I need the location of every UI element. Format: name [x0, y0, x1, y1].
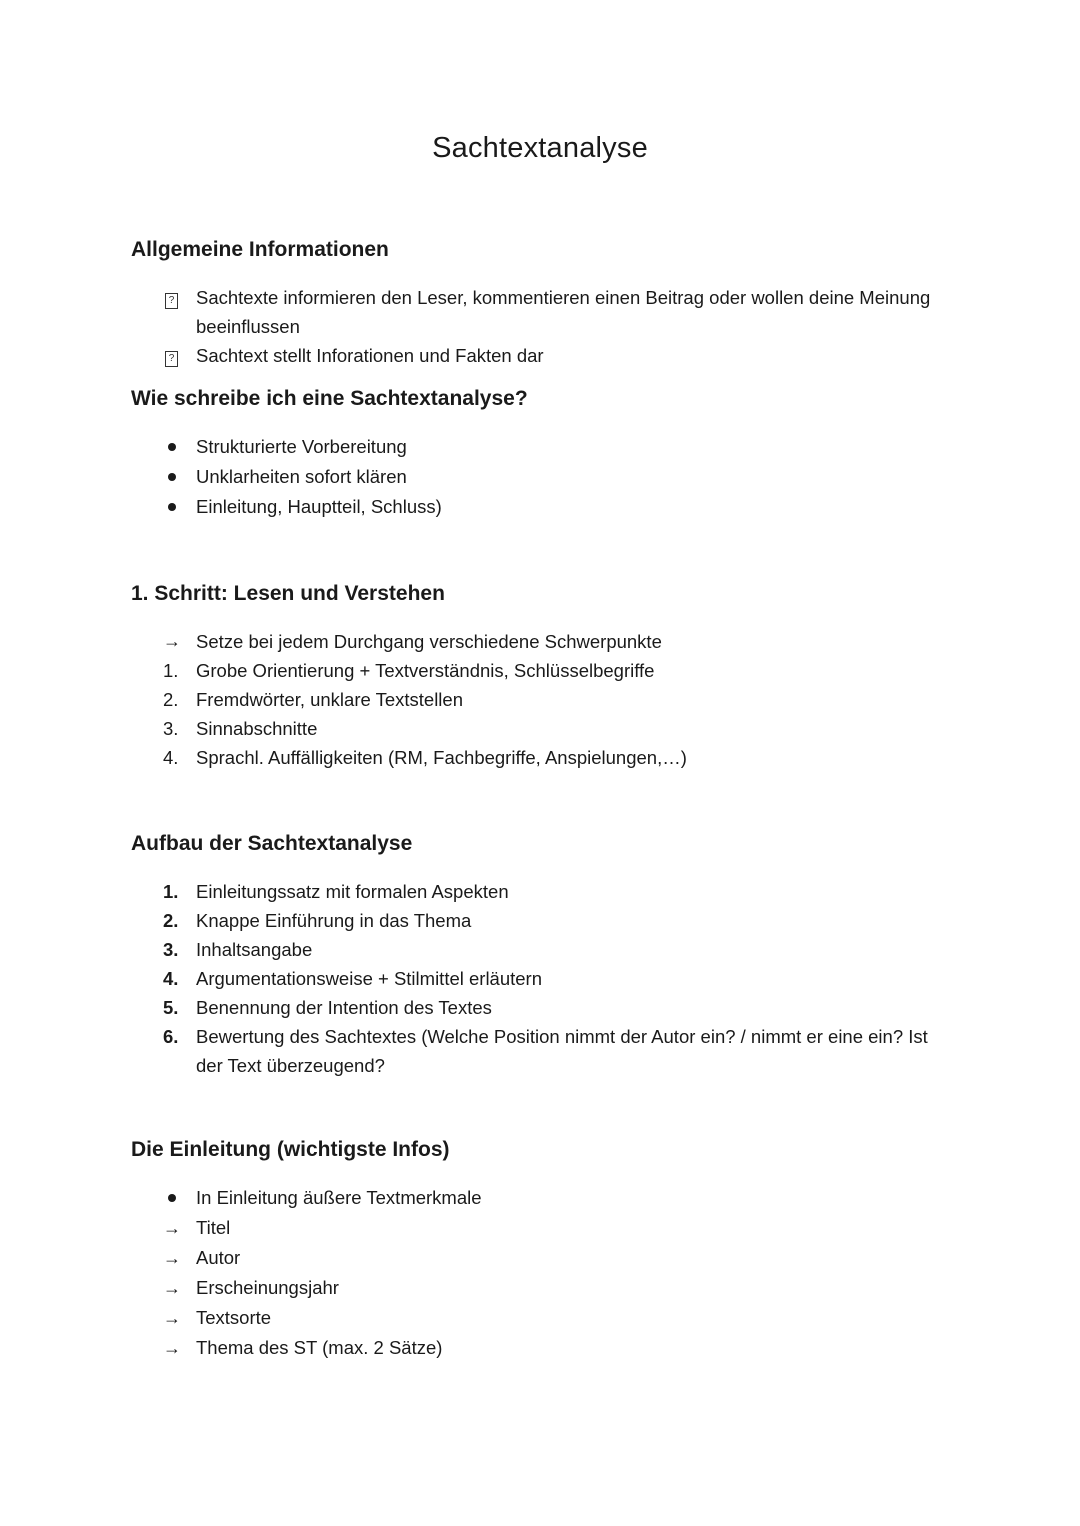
list-item: → Erscheinungsjahr: [131, 1273, 951, 1303]
list-number: 1.: [163, 881, 179, 902]
heading-die-einleitung: Die Einleitung (wichtigste Infos): [131, 1138, 450, 1161]
list-item: Unklarheiten sofort klären: [131, 462, 951, 492]
list-number: 3.: [163, 718, 179, 739]
list-number: 2.: [163, 689, 179, 710]
list-item: Strukturierte Vorbereitung: [131, 432, 951, 462]
list-number: 1.: [163, 660, 179, 681]
list-item: → Thema des ST (max. 2 Sätze): [131, 1333, 951, 1363]
list-number: 4.: [163, 968, 179, 989]
heading-wie-schreibe-ich: Wie schreibe ich eine Sachtextanalyse?: [131, 387, 528, 410]
arrow-right-icon: →: [163, 1248, 181, 1268]
arrow-right-icon: →: [163, 1338, 181, 1358]
list-item: 2. Fremdwörter, unklare Textstellen: [131, 685, 951, 714]
list-number: 6.: [163, 1026, 179, 1047]
arrow-right-icon: →: [163, 1278, 181, 1298]
list-item: 2. Knappe Einführung in das Thema: [131, 906, 951, 935]
list-item: 4. Argumentationsweise + Stilmittel erläutern: [131, 964, 951, 993]
list-number: 3.: [163, 939, 179, 960]
list-number: 4.: [163, 747, 179, 768]
list-item: → Autor: [131, 1243, 951, 1273]
bullet-icon: [163, 492, 189, 522]
list-number: 2.: [163, 910, 179, 931]
heading-allgemeine-informationen: Allgemeine Informationen: [131, 238, 389, 261]
missing-glyph-icon: ?: [163, 342, 189, 371]
list-item: In Einleitung äußere Textmerkmale: [131, 1183, 951, 1213]
list-item: Einleitung, Hauptteil, Schluss): [131, 492, 951, 522]
list-item: → Textsorte: [131, 1303, 951, 1333]
list-die-einleitung: [131, 1183, 951, 1363]
list-item: 5. Benennung der Intention des Textes: [131, 993, 951, 1022]
list-schritt-1: [131, 627, 951, 772]
list-item: → Setze bei jedem Durchgang verschiedene Schwerpunkte: [131, 627, 951, 656]
list-number: 5.: [163, 997, 179, 1018]
list-item: 1. Einleitungssatz mit formalen Aspekten: [131, 877, 951, 906]
heading-schritt-1: 1. Schritt: Lesen und Verstehen: [131, 582, 445, 605]
bullet-icon: [163, 1183, 189, 1213]
bullet-icon: [163, 462, 189, 492]
list-item: 4. Sprachl. Auffälligkeiten (RM, Fachbegriffe, Anspielungen,…): [131, 743, 951, 772]
list-allgemeine-informationen: [131, 283, 951, 370]
list-item: ? Sachtexte informieren den Leser, kommentieren einen Beitrag oder wollen deine Meinung beeinflussen: [131, 283, 951, 341]
list-item: 3. Inhaltsangabe: [131, 935, 951, 964]
arrow-right-icon: →: [163, 631, 181, 651]
list-item: 3. Sinnabschnitte: [131, 714, 951, 743]
heading-aufbau: Aufbau der Sachtextanalyse: [131, 832, 413, 855]
list-item: → Titel: [131, 1213, 951, 1243]
arrow-right-icon: →: [163, 1218, 181, 1238]
list-item: 6. Bewertung des Sachtextes (Welche Position nimmt der Autor ein? / nimmt er eine ein? Ist der Text überzeugend?: [131, 1022, 951, 1080]
page-title: Sachtextanalyse: [432, 132, 648, 164]
missing-glyph-icon: ?: [163, 284, 189, 313]
bullet-icon: [163, 432, 189, 462]
list-item: 1. Grobe Orientierung + Textverständnis, Schlüsselbegriffe: [131, 656, 951, 685]
arrow-right-icon: →: [163, 1308, 181, 1328]
list-wie-schreibe-ich: [131, 432, 951, 522]
list-item: ? Sachtext stellt Inforationen und Fakten dar: [131, 341, 951, 370]
list-aufbau: [131, 877, 951, 1080]
